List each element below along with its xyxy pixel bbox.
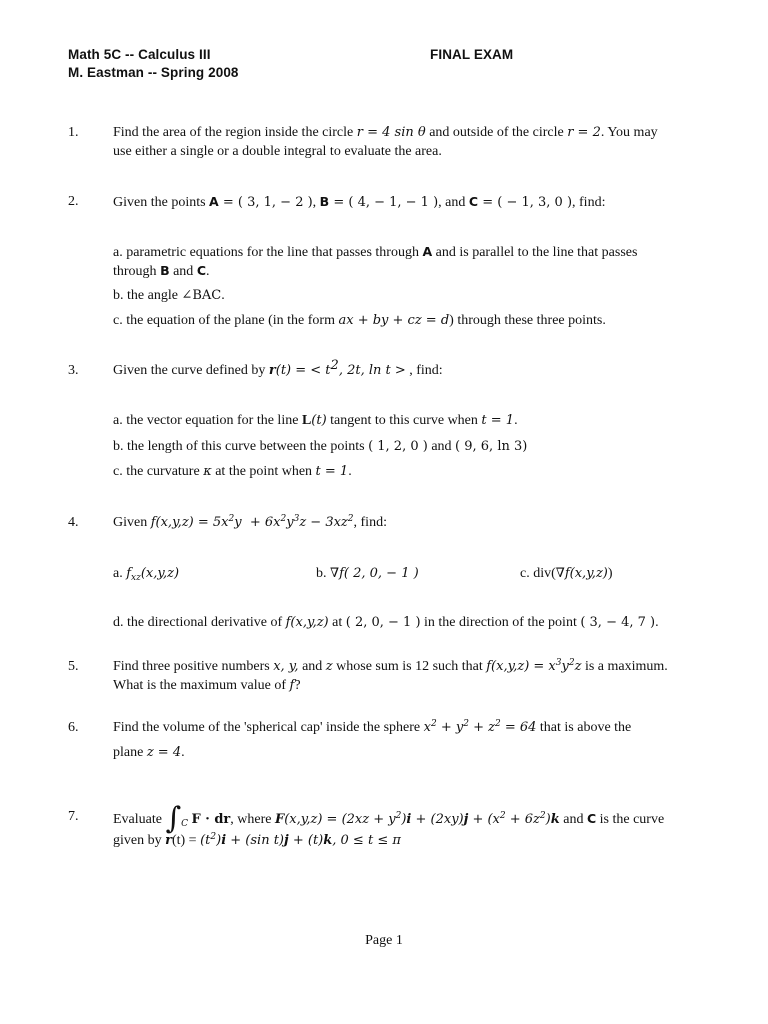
math: r = 4 sin θ [356, 125, 426, 140]
text: and [302, 659, 323, 674]
math: F · dr [191, 812, 231, 827]
text: Given [113, 515, 148, 530]
subpart-c [113, 311, 606, 330]
subpart-b [316, 564, 419, 583]
math: ∇f(x,y,z) [555, 566, 608, 581]
question-number: 6. [68, 720, 79, 735]
text: Evaluate [113, 812, 162, 827]
math: (t) = < t [275, 363, 331, 378]
math: $f(x,y,z) = x^3y^2z$ [486, 658, 582, 674]
text: Find the volume of the 'spherical cap' inside the sphere [113, 720, 421, 735]
question-text [113, 676, 301, 695]
text: whose sum is 12 such that [336, 659, 483, 674]
subpart-c: c. the curvature κ at the point when t = 1. [113, 464, 352, 479]
question-number: 7. [68, 809, 79, 824]
question-number: 1. [68, 125, 79, 140]
text: and [173, 264, 194, 279]
text: d. the directional derivative of [113, 615, 283, 630]
text: a. the vector equation for the line [113, 413, 299, 428]
text: , find: [572, 195, 606, 210]
text: and is parallel to the line that passes [435, 245, 638, 260]
math: $F(x,y,z) = (2xz + y^2)i + (2xy)j + (x^2 + 6z^2)k$ [274, 811, 560, 827]
text: Given the points [113, 195, 206, 210]
text: and [563, 812, 584, 827]
instructor-term: M. Eastman -- Spring 2008 [68, 65, 239, 80]
math: $f_{xz}(x,y,z)$ [126, 566, 180, 583]
text: is the curve [599, 812, 665, 827]
course-title: Math 5C -- Calculus III [68, 47, 211, 62]
subpart-a-cont: through B and C. [113, 263, 210, 279]
point-label: C [468, 194, 479, 209]
text: is a maximum. [584, 659, 668, 674]
subpart-a [113, 242, 637, 262]
text: in the direction of the point [424, 615, 577, 630]
exam-title: FINAL EXAM [430, 47, 514, 62]
text: (t) = [171, 833, 197, 848]
question-text [113, 831, 401, 850]
subpart-c [520, 564, 613, 583]
math: z = 4 [146, 745, 182, 760]
math: ∠BAC [181, 288, 222, 303]
text: Find three positive numbers [113, 659, 270, 674]
question-number: 5. [68, 659, 79, 674]
text: plane [113, 745, 144, 760]
math: $x^2 + y^2 + z^2 = 64$ [423, 719, 537, 735]
text: tangent to this curve when [330, 413, 478, 428]
math: r [268, 363, 276, 378]
text: c. the equation of the plane (in the form [113, 313, 335, 328]
text: , find: [353, 515, 387, 530]
text: , and [438, 195, 466, 210]
math: ∇f( 2, 0, − 1 ) [330, 566, 419, 581]
text: and outside of the circle [429, 125, 564, 140]
text: a. [113, 566, 123, 581]
math: x, y, [273, 659, 299, 674]
text: at [332, 615, 343, 630]
text: . You may [600, 125, 658, 140]
subpart-d: d. the directional derivative of f(x,y,z) at ( 2, 0, − 1 ) in the direction of the point ( 3, − 4, 7 ). [113, 615, 659, 630]
math: ( 3, − 4, 7 ) [580, 615, 656, 630]
text: that is above the [539, 720, 632, 735]
text: ) [607, 566, 613, 581]
text: given by [113, 833, 162, 848]
math: t = 1 [481, 413, 515, 428]
math: , 2t, ln t > [338, 363, 406, 378]
question-number: 3. [68, 363, 79, 378]
question-text [113, 657, 668, 676]
point-label: A [209, 194, 219, 209]
math: C [181, 819, 189, 829]
math: κ [203, 464, 212, 479]
math: r = 2 [567, 125, 601, 140]
math: = ( 3, 1, − 2 ) [218, 195, 313, 210]
text: a. parametric equations for the line that passes through [113, 245, 419, 260]
math: = ( − 1, 3, 0 ) [478, 195, 573, 210]
question-text: Given the points A = ( 3, 1, − 2 ), B = ( 4, − 1, − 1 ), and C = ( − 1, 3, 0 ), find: [113, 194, 606, 210]
text: , find: [405, 363, 443, 378]
subpart-a: a. the vector equation for the line L(t) tangent to this curve when t = 1. [113, 413, 518, 428]
text: b. the length of this curve between the points [113, 439, 365, 454]
text: through [113, 264, 157, 279]
text: ) through these three points. [449, 313, 606, 328]
math: = ( 4, − 1, − 1 ) [329, 195, 439, 210]
math: (t) [311, 413, 327, 428]
question-text [113, 799, 664, 835]
math: z [325, 659, 333, 674]
question-text [113, 513, 387, 532]
question-number: 2. [68, 194, 79, 209]
subpart-b: b. the angle ∠BAC. [113, 288, 225, 303]
math: $(t^2)i + (\sin$ t)j + (t)k [200, 832, 333, 848]
point-label: B [319, 194, 330, 209]
question-text [113, 123, 658, 142]
subpart-b [113, 437, 527, 456]
curve-label: C [586, 811, 597, 826]
math: ( 1, 2, 0 ) [368, 439, 428, 454]
text: Given the curve defined by [113, 363, 266, 378]
math: f(x,y,z) = x [486, 659, 556, 674]
math: ax + by + cz = d [338, 313, 450, 328]
text: , where [230, 812, 272, 827]
question-text: Given the curve defined by r(t) = < $t^2$, 2t, ln t > , find: [113, 358, 443, 378]
math: f [289, 678, 295, 693]
text: b. the angle [113, 288, 178, 303]
math: t = 1 [315, 464, 349, 479]
text: b. [316, 566, 327, 581]
text: c. div( [520, 566, 556, 581]
math: L [301, 413, 312, 428]
math: f(x,y,z) = 5x [150, 515, 229, 530]
math: , 0 ≤ t ≤ π [332, 833, 401, 848]
question-text: plane z = 4. [113, 745, 185, 760]
point-label: B [160, 263, 170, 278]
subpart-a [113, 564, 179, 583]
question-number: 4. [68, 515, 79, 530]
text: c. the curvature [113, 464, 200, 479]
text: ? [294, 678, 301, 693]
text: Find the area of the region inside the circle [113, 125, 354, 140]
text: and [431, 439, 452, 454]
math: f(x,y,z) [285, 615, 329, 630]
point-label: C [196, 263, 206, 278]
question-text [113, 718, 631, 737]
page-number: Page 1 [365, 933, 403, 948]
math: ( 9, 6, ln 3) [455, 439, 528, 454]
text: at the point when [215, 464, 313, 479]
math: ( 2, 0, − 1 ) [345, 615, 421, 630]
function-definition: $f(x,y,z) = 5x^2y + 6x^2y^3z - 3xz^2$ [150, 514, 354, 530]
point-label: A [422, 244, 433, 259]
text: What is the maximum value of [113, 678, 287, 693]
integral-sign-icon: ∫ [165, 801, 182, 836]
question-text: use either a single or a double integral to evaluate the area. [113, 144, 442, 159]
math: r [165, 833, 172, 848]
